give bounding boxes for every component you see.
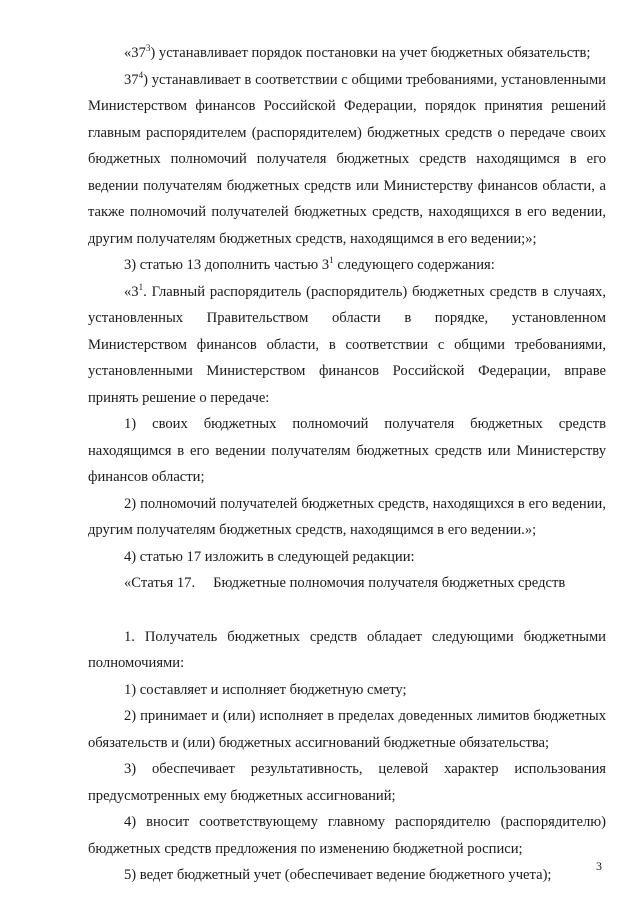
superscript: 1 (138, 281, 144, 292)
paragraph-subitem-1 (88, 411, 606, 491)
paragraph-text: 4) статью 17 изложить в следующей редакции: (124, 548, 415, 565)
article-label: «Статья 17. (124, 575, 196, 591)
superscript: 4 (138, 69, 144, 80)
article-17-item-3: 3) обеспечивает результативность, целевой характер использования предусмотренных ему бюджетных ассигнований; (88, 761, 606, 804)
paragraph-item-37-3 (88, 40, 606, 67)
paragraph-text: 2) полномочий получателей бюджетных средств, находящихся в его ведении, другим получателям бюджетных средств, находящимся в его ведении.»; (88, 495, 606, 538)
paragraph-text: «37 (124, 45, 146, 61)
page-number: 3 (596, 859, 602, 873)
article-17-item-1: 1) составляет и исполняет бюджетную смету; (124, 681, 407, 698)
paragraph-text: 1) своих бюджетных полномочий получателя бюджетных средств находящимся в его ведении получателям бюджетных средств или Министерству финансов области; (88, 416, 606, 485)
article-heading (88, 570, 606, 597)
paragraph-text: ) устанавливает в соответствии с общими требованиями, установленными Министерством финансов Российской Федерации, порядок принятия решений главным распорядителем (распорядителем) бюджетных средств о передаче своих бюджетных полномочий получателя бюджетных средств находящимся в его ведении получателям бюджетных средств или Министерству финансов области, а также полномочий получателей бюджетных средств, находящихся в его ведении, другим получателям бюджетных средств, находящимся в его ведении;»; (88, 71, 606, 247)
article-17-item-5: 5) ведет бюджетный учет (обеспечивает ведение бюджетного учета); (124, 867, 552, 883)
paragraph-text: 3) статью 13 дополнить частью 3 (124, 257, 330, 273)
paragraph-item-3-amend-article-13 (88, 252, 606, 279)
paragraph-text: . Главный распорядитель (распорядитель) бюджетных средств в случаях, установленных Правительством области в порядке, установленном Министерством финансов области, в соответствии с общими требованиями, установленными Министерством финансов Российской Федерации, вправе принять решение о передаче: (88, 283, 606, 406)
paragraph-item-37-4 (88, 67, 606, 253)
article-17-part-1: 1. Получатель бюджетных средств обладает следующими бюджетными полномочиями: (88, 628, 606, 671)
paragraph-text: «3 (124, 283, 139, 300)
article-title: Бюджетные полномочия получателя бюджетных средств (213, 575, 566, 591)
paragraph-part-3-1 (88, 279, 606, 412)
superscript: 3 (145, 43, 151, 54)
paragraph-text: следующего содержания: (333, 257, 495, 273)
document-page (88, 40, 606, 889)
paragraph-text: 37 (124, 71, 139, 88)
paragraph-text: ) устанавливает порядок постановки на учет бюджетных обязательств; (150, 45, 591, 61)
paragraph-item-4-article-17 (88, 544, 606, 571)
spacer (88, 597, 606, 624)
superscript: 1 (329, 255, 334, 266)
paragraph-subitem-2 (88, 491, 606, 544)
article-17-item-2: 2) принимает и (или) исполняет в пределах доведенных лимитов бюджетных обязательств и (или) бюджетных ассигнований бюджетные обязательства; (88, 708, 606, 751)
article-17-item-4: 4) вносит соответствующему главному распорядителю (распорядителю) бюджетных средств предложения по изменению бюджетной росписи; (88, 814, 606, 857)
